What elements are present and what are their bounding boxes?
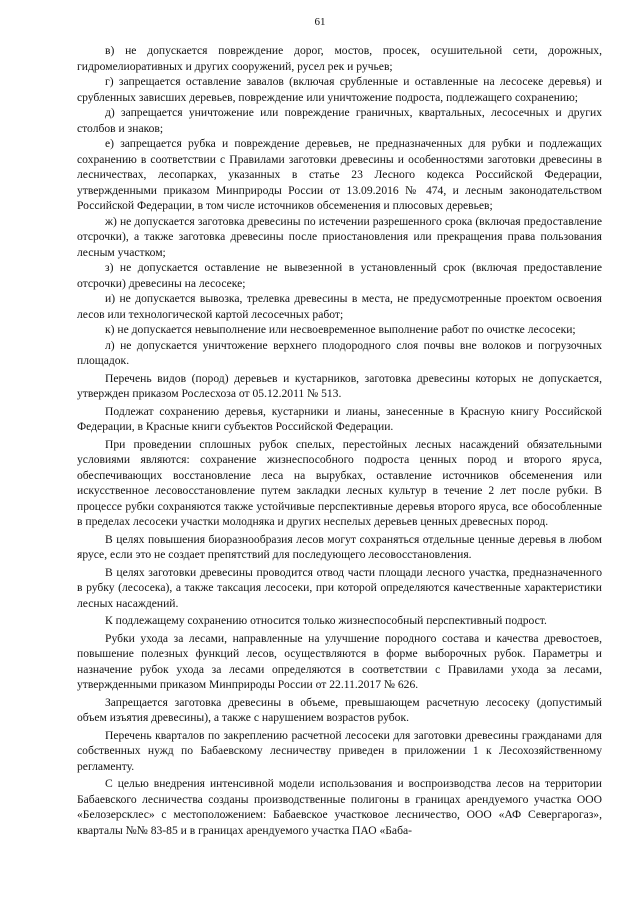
paragraph-polygons: С целью внедрения интенсивной модели использования и воспроизводства лесов на территории Бабаевского лесничества созданы производственные полигоны в границах арендуемого участка ООО «Белозерсклес» с местоположением: Бабаевское участковое лесничество, ООО «АФ Севергарогаз», кварталы №№ 83-85 и в границах арендуемого участка ПАО «Баба-	[77, 777, 602, 837]
paragraph-prohibition: Запрещается заготовка древесины в объеме, превышающем расчетную лесосеку (допустимый объем изъятия древесины), а также с нарушением возрастов рубок.	[77, 695, 602, 724]
paragraph-thinning: Рубки ухода за лесами, направленные на улучшение породного состава и качества древостоев, повышение полезных функций лесов, осуществляются в форме выборочных рубок. Параметры и назначение рубок ухода за лесами определяются в соответствии с Правилами ухода за лесами, утвержденными приказом Минприроды России от 22.11.2017 № 626.	[77, 631, 602, 691]
paragraph-i: и) не допускается вывозка, трелевка древесины в места, не предусмотренные проектом освоения лесов или технологической картой лесосечных работ;	[77, 292, 602, 321]
paragraph-z: з) не допускается оставление не вывезенной в установленный срок (включая предоставление отсрочки) древесины на лесосеке;	[77, 261, 602, 290]
paragraph-e: е) запрещается рубка и повреждение деревьев, не предназначенных для рубки и подлежащих сохранению в соответствии с Правилами заготовки древесины и особенностями заготовки древесины в лесничествах, лесопарках, указанных в статье 23 Лесного кодекса Российской Федерации, утвержденными приказом Минприроды России от 13.09.2016 № 474, и лесным законодательством Российской Федерации, в том числе источников обсеменения и плюсовых деревьев;	[77, 137, 602, 212]
paragraph-quarters: Перечень кварталов по закреплению расчетной лесосеки для заготовки древесины гражданами для собственных нужд по Бабаевскому лесничеству приведен в приложении 1 к Лесохозяйственному регламенту.	[77, 728, 602, 773]
body-text	[77, 43, 602, 838]
paragraph-undergrowth: К подлежащему сохранению относится только жизнеспособный перспективный подрост.	[105, 614, 547, 627]
page-number: 61	[314, 16, 326, 28]
paragraph-allotment: В целях заготовки древесины проводится отвод части площади лесного участка, предназначенного в рубку (лесосека), а также таксация лесосеки, при которой определяются качественные характеристики лесных насаждений.	[77, 565, 602, 610]
paragraph-d: д) запрещается уничтожение или повреждение граничных, квартальных, лесосечных и других столбов и знаков;	[77, 106, 602, 135]
paragraph-zh: ж) не допускается заготовка древесины по истечении разрешенного срока (включая предоставление отсрочки), а также заготовка древесины после приостановления или прекращения права пользования лесным участком;	[77, 214, 602, 259]
paragraph-l: л) не допускается уничтожение верхнего плодородного слоя почвы вне волоков и погрузочных площадок.	[77, 338, 602, 367]
paragraph-red-book: Подлежат сохранению деревья, кустарники и лианы, занесенные в Красную книгу Российской Федерации, в Красные книги субъектов Российской Федерации.	[77, 404, 602, 433]
paragraph-biodiversity: В целях повышения биоразнообразия лесов могут сохраняться отдельные ценные деревья в любом ярусе, если это не создает препятствий для последующего лесовосстановления.	[77, 532, 602, 561]
paragraph-clear-cutting: При проведении сплошных рубок спелых, перестойных лесных насаждений обязательными условиями являются: сохранение жизнеспособного подроста ценных пород и второго яруса, обеспечивающих восстановление леса на вырубках, оставление источников обсеменения или искусственное лесовосстановление путем закладки лесных культур в течение 2 лет после рубки. В процессе рубки сохраняются также устойчивые перспективные деревья второго яруса, все обособленные в пределах лесосеки участки молодняка и других неспелых деревьев ценных древесных пород.	[77, 437, 602, 528]
paragraph-v: в) не допускается повреждение дорог, мостов, просек, осушительной сети, дорожных, гидромелиоративных и других сооружений, русел рек и ручьев;	[77, 44, 602, 73]
paragraph-g: г) запрещается оставление завалов (включая срубленные и оставленные на лесосеке деревья) и срубленных зависших деревьев, повреждение или уничтожение подроста, подлежащего сохранению;	[77, 75, 602, 104]
paragraph-species-list: Перечень видов (пород) деревьев и кустарников, заготовка древесины которых не допускается, утвержден приказом Рослесхоза от 05.12.2011 № 513.	[77, 371, 602, 400]
paragraph-k: к) не допускается невыполнение или несвоевременное выполнение работ по очистке лесосеки;	[105, 323, 576, 336]
